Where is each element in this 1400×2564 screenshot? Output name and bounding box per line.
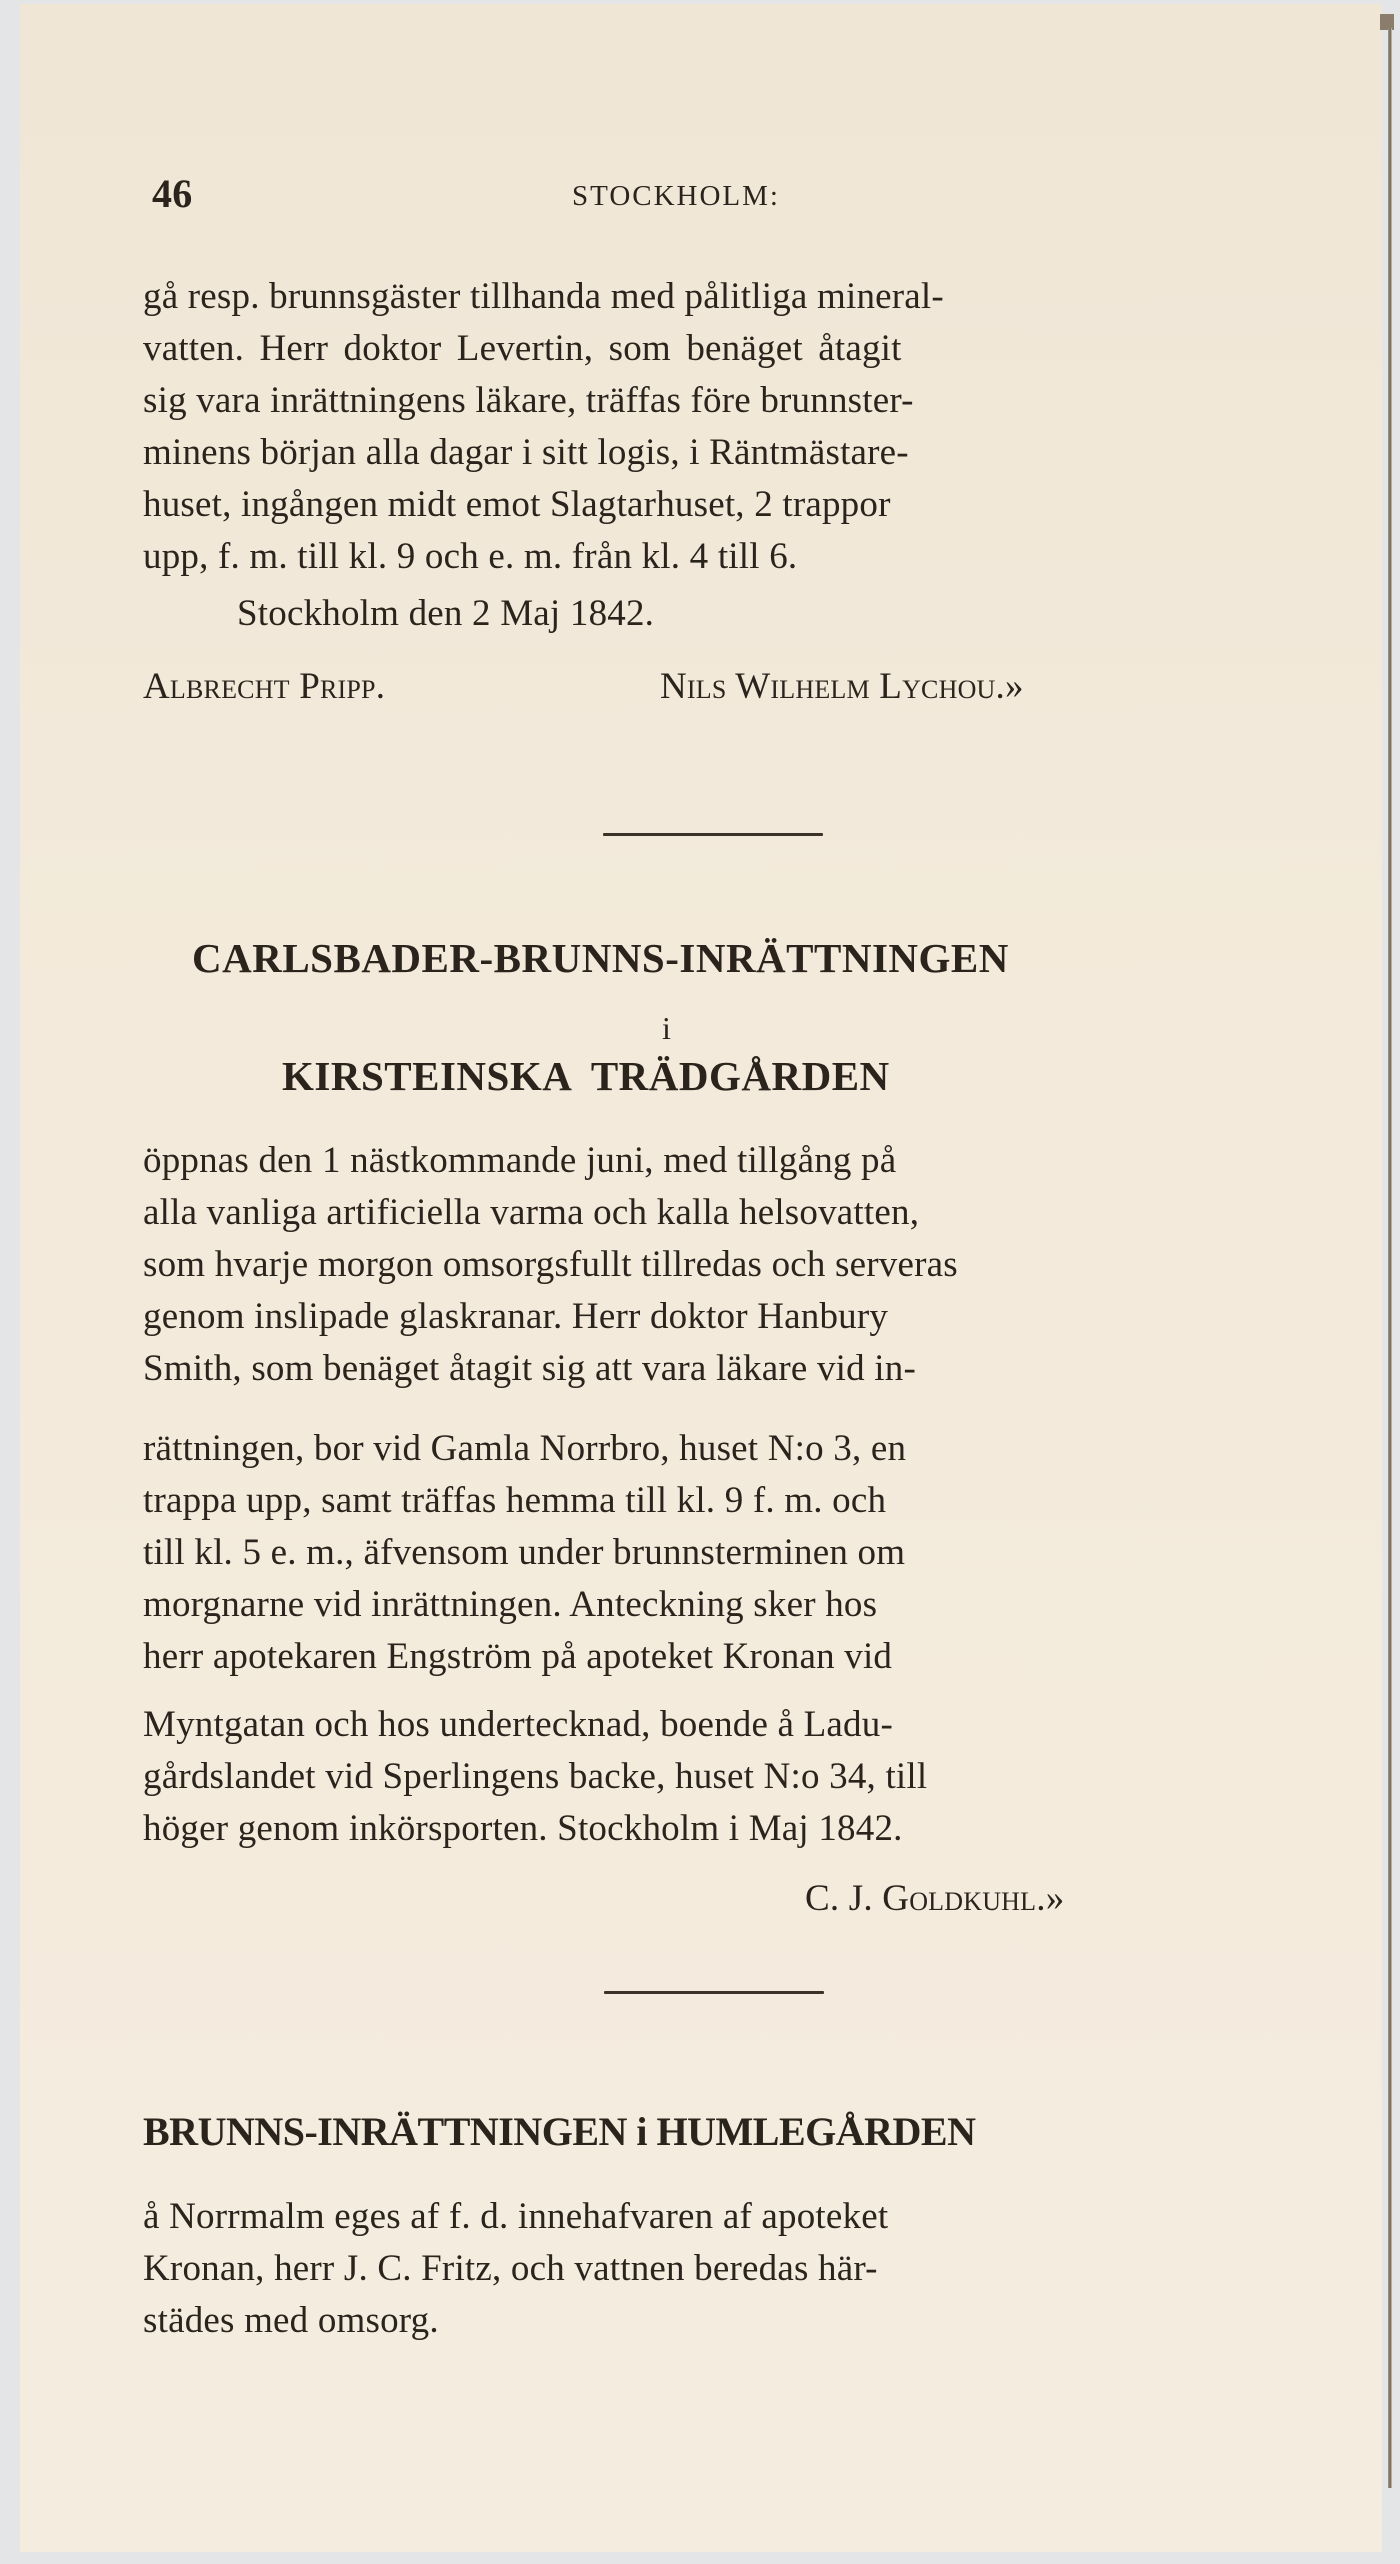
dateline: Stockholm den 2 Maj 1842. [237,593,655,634]
signature: Albrecht Pripp. [143,666,386,707]
text-line: vatten. Herr doktor Levertin, som benäget åtagit [143,328,902,369]
text-line: genom inslipade glaskranar. Herr doktor Hanbury [143,1296,889,1337]
text-line: herr apotekaren Engström på apoteket Kronan vid [143,1636,893,1677]
text-line: sig vara inrättningens läkare, träffas före brunnster- [143,380,914,421]
section-heading: BRUNNS-INRÄTTNINGEN i HUMLEGÅRDEN [143,2109,976,2154]
text-line: gårdslandet vid Sperlingens backe, huset N:o 34, till [143,1756,928,1797]
text-line: gå resp. brunnsgäster tillhanda med pålitliga mineral- [143,276,944,317]
text-line: Smith, som benäget åtagit sig att vara läkare vid in- [143,1348,917,1389]
page-edge-shadow [1388,28,1392,2488]
text-line: alla vanliga artificiella varma och kalla helsovatten, [143,1192,920,1233]
text-line: Kronan, herr J. C. Fritz, och vattnen beredas här- [143,2248,878,2289]
text-line: till kl. 5 e. m., äfvensom under brunnsterminen om [143,1532,906,1573]
page-number: 46 [152,171,193,216]
text-line: minens början alla dagar i sitt logis, i Räntmästare- [143,432,909,473]
running-head: STOCKHOLM: [572,180,780,212]
section-heading: CARLSBADER-BRUNNS-INRÄTTNINGEN [192,935,1009,981]
text-line: som hvarje morgon omsorgsfullt tillredas och serveras [143,1244,958,1285]
text-line: Myntgatan och hos undertecknad, boende å Ladu- [143,1704,893,1745]
text-line: upp, f. m. till kl. 9 och e. m. från kl. 4 till 6. [143,536,798,577]
text-line: städes med omsorg. [143,2300,439,2341]
text-line: rättningen, bor vid Gamla Norrbro, huset N:o 3, en [143,1428,907,1469]
text-line: huset, ingången midt emot Slagtarhuset, 2 trappor [143,484,891,525]
section-divider [604,1991,824,1994]
text-line: morgnarne vid inrättningen. Anteckning sker hos [143,1584,878,1625]
text-line: trappa upp, samt träffas hemma till kl. 9 f. m. och [143,1480,887,1521]
signature: Nils Wilhelm Lychou.» [660,666,1024,707]
text-line: höger genom inkörsporten. Stockholm i Maj 1842. [143,1808,903,1849]
text-line: öppnas den 1 nästkommande juni, med tillgång på [143,1140,897,1181]
section-heading: KIRSTEINSKA TRÄDGÅRDEN [282,1053,890,1099]
section-heading-connector: i [662,1010,672,1046]
text-line: å Norrmalm eges af f. d. innehafvaren af apoteket [143,2196,889,2237]
signature: C. J. Goldkuhl.» [805,1878,1065,1919]
section-divider [603,833,823,836]
